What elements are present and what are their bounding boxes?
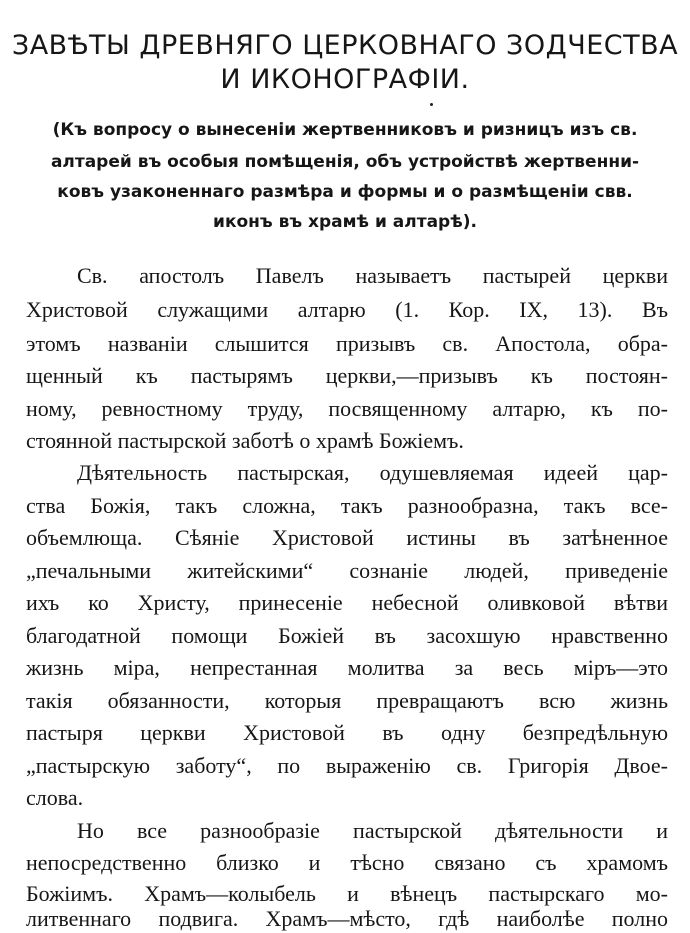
text-line: щенный къ пастырямъ церкви,—призывъ къ постоян-	[26, 363, 668, 388]
text-line: пастыря церкви Христовой въ одну безпредѣльную	[26, 720, 668, 745]
subtitle-line-3: ковъ узаконеннаго размѣра и формы и о размѣщеніи свв.	[57, 182, 633, 202]
subtitle-line-1: (Къ вопросу о вынесеніи жертвенниковъ и ризницъ изъ св.	[52, 120, 638, 140]
text-line: стоянной пастырской заботѣ о храмѣ Божіемъ.	[26, 428, 464, 453]
text-line: Св. апостолъ Павелъ называетъ пастырей церкви	[77, 263, 668, 288]
text-line: ному, ревностному труду, посвященному алтарю, къ по-	[26, 396, 668, 421]
subtitle-line-2: алтарей въ особыя помѣщенія, объ устройствѣ жертвенни-	[50, 152, 640, 172]
text-line: этомъ названіи слышится призывъ св. Апостола, обра-	[26, 331, 668, 356]
text-line: благодатной помощи Божіей въ засохшую нравственно	[26, 623, 668, 648]
text-line: „пастырскую заботу“, по выраженію св. Григорія Двое-	[26, 753, 668, 778]
title-line-1: ЗАВѢТЫ ДРЕВНЯГО ЦЕРКОВНАГО ЗОДЧЕСТВА	[11, 30, 679, 61]
subtitle-line-4: иконъ въ храмѣ и алтарѣ).	[213, 212, 477, 232]
text-line: „печальными житейскими“ сознаніе людей, приведеніе	[26, 558, 668, 583]
text-line: жизнь міра, непрестанная молитва за весь міръ—это	[26, 655, 668, 680]
text-line: такія обязанности, которыя превращаютъ всю жизнь	[26, 688, 668, 713]
text-line: ства Божія, такъ сложна, такъ разнообразна, такъ все-	[26, 493, 668, 518]
text-line: Христовой служащими алтарю (1. Кор. IX, 13). Въ	[26, 297, 668, 322]
text-line: Божіимъ. Храмъ—колыбель и вѣнецъ пастырскаго мо-	[26, 881, 668, 906]
text-line: Дѣятельность пастырская, одушевляемая идеей цар-	[77, 460, 668, 485]
text-line: слова.	[26, 785, 84, 810]
text-line: объемлюща. Сѣяніе Христовой истины въ затѣненное	[26, 525, 668, 550]
ink-dot	[430, 103, 433, 106]
text-line: литвеннаго подвига. Храмъ—мѣсто, гдѣ наиболѣе полно	[26, 906, 668, 931]
text-line: Но все разнообразіе пастырской дѣятельности и	[77, 818, 668, 843]
title-line-2: И ИКОНОГРАФІИ.	[220, 64, 470, 95]
text-line: ихъ ко Христу, принесеніе небесной оливковой вѣтви	[26, 590, 668, 615]
text-line: непосредственно близко и тѣсно связано съ храмомъ	[26, 850, 668, 875]
